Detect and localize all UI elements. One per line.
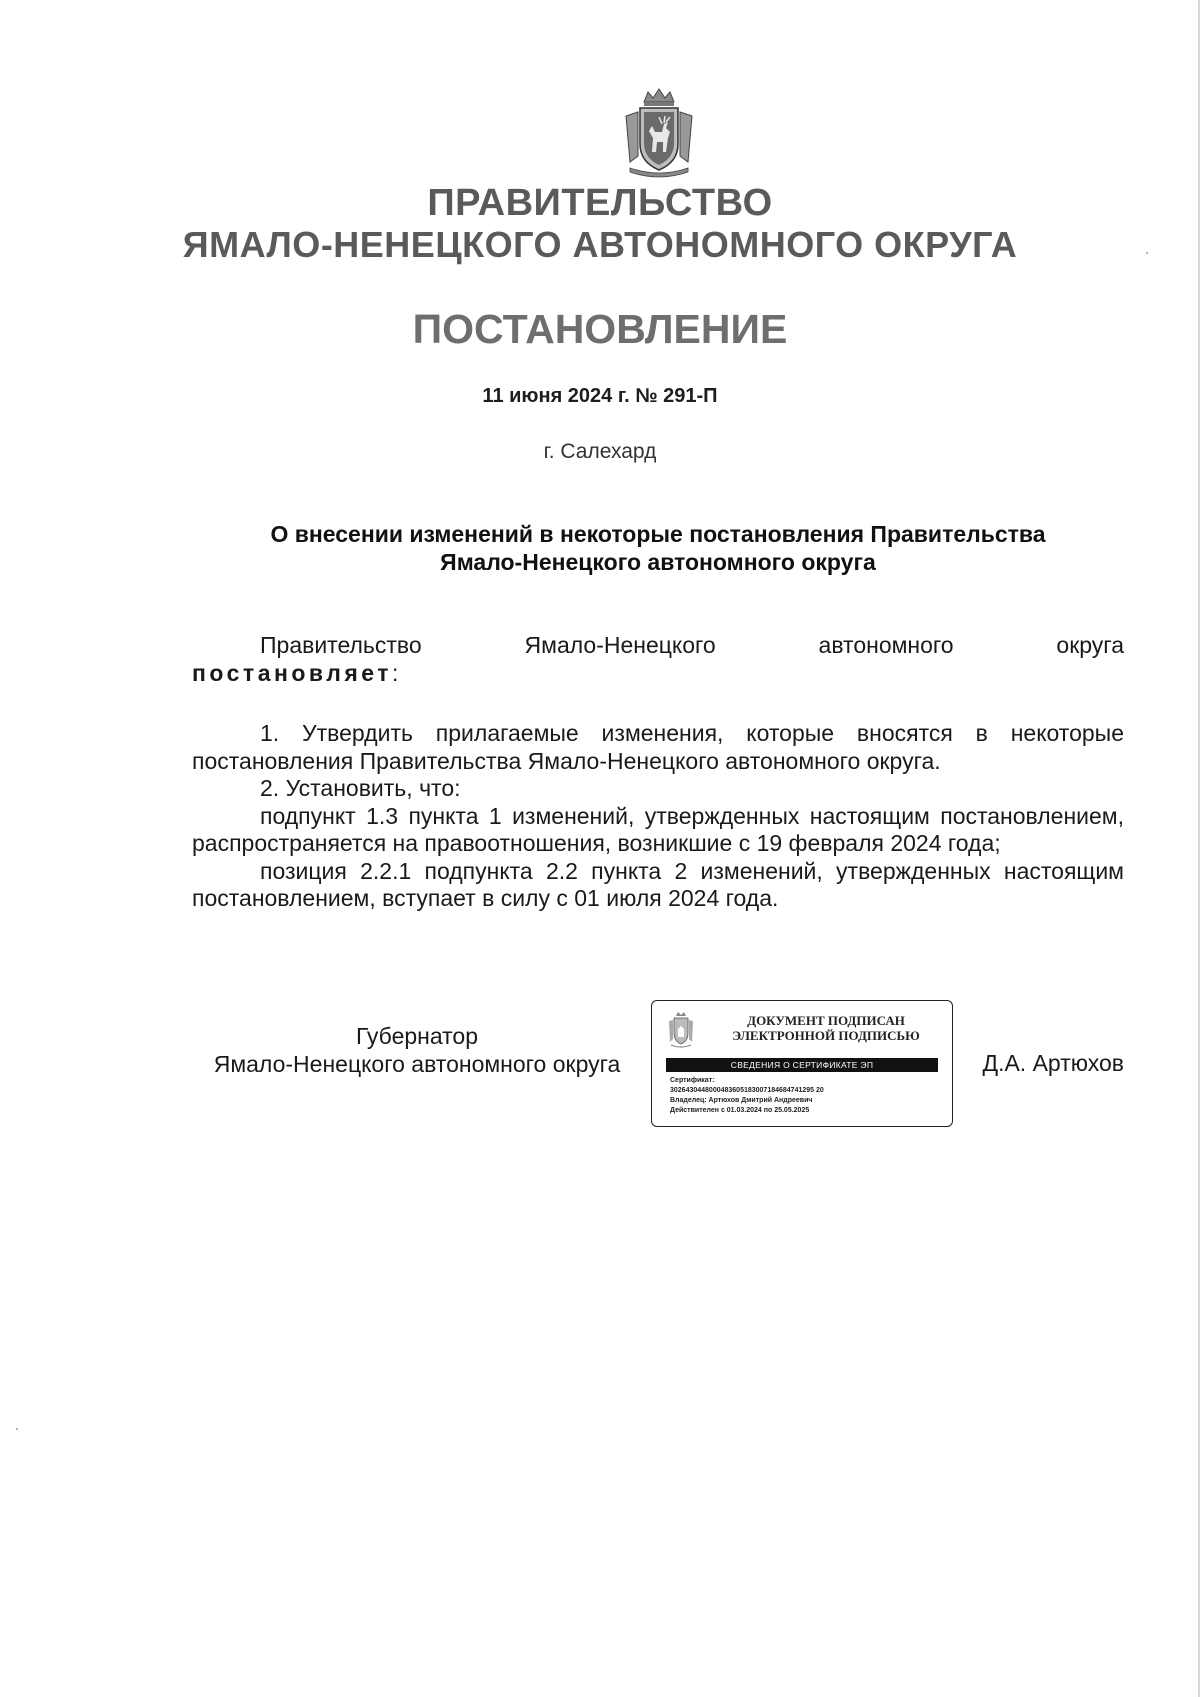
organization-name-line-1: ПРАВИТЕЛЬСТВО xyxy=(427,182,773,224)
document-title-line-2: Ямало-Ненецкого автономного округа xyxy=(440,549,876,575)
preamble-word: округа xyxy=(1056,632,1124,658)
coat-of-arms-icon xyxy=(618,86,700,178)
document-title xyxy=(192,520,1124,576)
document-title-line-1: О внесении изменений в некоторые постановления Правительства xyxy=(270,521,1046,547)
clauses xyxy=(192,720,1124,913)
preamble-word: Ямало-Ненецкого xyxy=(524,632,716,658)
preamble-line xyxy=(192,632,1124,660)
preamble xyxy=(192,632,1124,687)
stamp-heading-line-1: ДОКУМЕНТ ПОДПИСАН xyxy=(747,1013,905,1028)
stamp-certificate-number: 3026430448000483605183007184684741295 20 xyxy=(670,1087,824,1094)
stamp-heading xyxy=(710,1013,942,1043)
signer-position-line-1: Губернатор xyxy=(355,1023,479,1049)
preamble-word: автономного xyxy=(818,632,954,658)
clause-paragraph: подпункт 1.3 пункта 1 изменений, утвержденных настоящим постановлением, распространяется на правоотношения, возникшие с 19 февраля 2024 года; xyxy=(192,802,1124,856)
preamble-verb-line xyxy=(192,660,1124,688)
preamble-verb: постановляет xyxy=(192,659,393,686)
clause-paragraph: позиция 2.2.1 подпункта 2.2 пункта 2 изменений, утвержденных настоящим постановлением, вступает в силу с 01 июля 2024 года. xyxy=(192,857,1124,911)
stamp-heading-line-2: ЭЛЕКТРОННОЙ ПОДПИСЬЮ xyxy=(732,1028,920,1043)
signer-position xyxy=(192,1022,642,1078)
clause-paragraph: 1. Утвердить прилагаемые изменения, которые вносятся в некоторые постановления Правительства Ямало-Ненецкого автономного округа. xyxy=(192,720,1124,774)
scan-speck xyxy=(16,1428,18,1430)
stamp-validity: Действителен с 01.03.2024 по 25.05.2025 xyxy=(670,1107,810,1114)
stamp-certificate-details xyxy=(670,1076,942,1116)
preamble-colon: : xyxy=(392,659,399,686)
stamp-certificate-bar: СВЕДЕНИЯ О СЕРТИФИКАТЕ ЭП xyxy=(666,1058,938,1072)
scan-speck xyxy=(1146,252,1148,254)
signer-position-line-2: Ямало-Ненецкого автономного округа xyxy=(213,1051,621,1077)
document-city: г. Салехард xyxy=(543,440,657,463)
electronic-signature-stamp xyxy=(651,1000,953,1127)
coat-of-arms-icon xyxy=(666,1011,696,1051)
stamp-owner: Владелец: Артюхов Дмитрий Андреевич xyxy=(670,1097,813,1104)
preamble-word: Правительство xyxy=(260,632,422,658)
signer-name: Д.А. Артюхов xyxy=(982,1050,1124,1076)
stamp-certificate-label: Сертификат: xyxy=(670,1077,715,1084)
organization-name-line-2: ЯМАЛО-НЕНЕЦКОГО АВТОНОМНОГО ОКРУГА xyxy=(182,224,1018,265)
clause-paragraph: 2. Установить, что: xyxy=(260,775,461,801)
signature-block xyxy=(192,1000,1124,1140)
document-date-number: 11 июня 2024 г. № 291-П xyxy=(482,385,718,407)
document-type: ПОСТАНОВЛЕНИЕ xyxy=(412,306,788,352)
